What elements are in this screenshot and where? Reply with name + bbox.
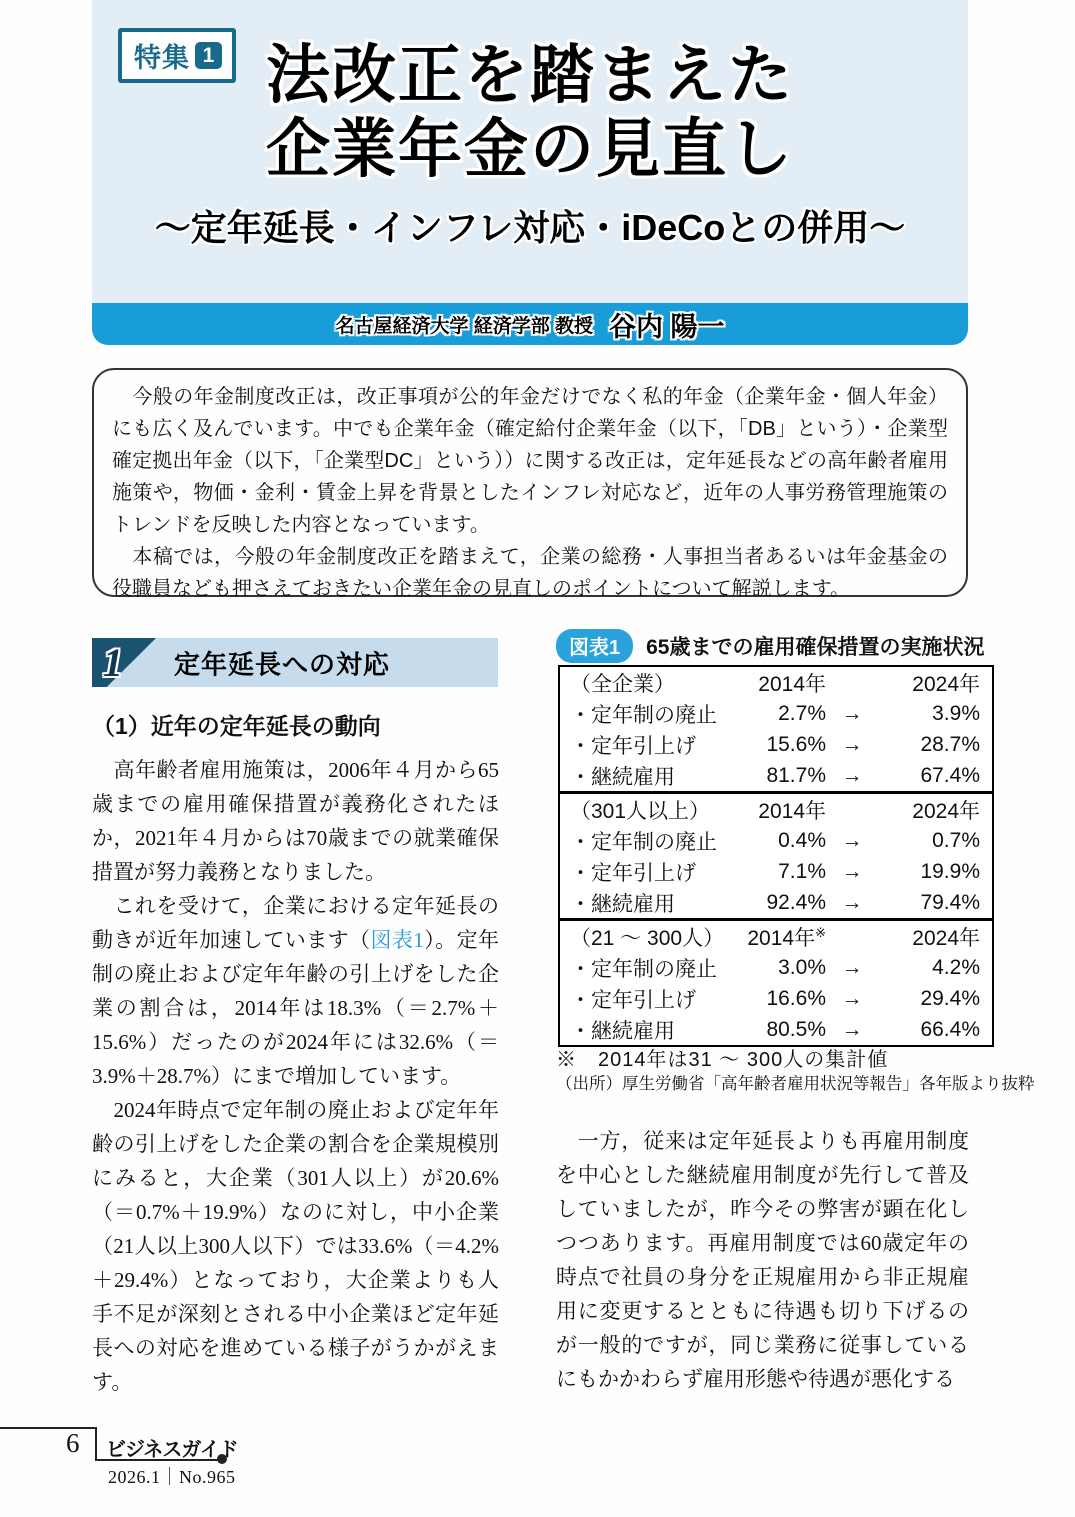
section-number: 1 [103,640,123,685]
author-bar [92,303,968,345]
arrow-icon: → [841,890,863,914]
lead-box [92,368,968,600]
footer-rule-top [0,1427,97,1429]
body-paragraph-1: 高年齢者雇用施策は，2006年４月から65歳までの雇用確保措置が義務化されたほか，2021年４月からは70歳までの就業確保措置が努力義務となりました。 [92,758,499,884]
article-title-line1: 法改正を踏まえた [266,39,794,111]
table-row: ・定年制の廃止 3.0% → 4.2% [559,952,993,983]
footnote-mark: ※ [815,924,826,940]
table-source: （出所）厚生労働省「高年齢者雇用状況等報告」各年版より抜粋 [556,1074,1035,1093]
author-affiliation: 名古屋経済大学 経済学部 教授 [335,315,594,337]
figure-1-reference: 図表1 [370,928,424,952]
year-2014-header: 2014年 [758,672,826,696]
arrow-icon: → [841,1017,863,1041]
year-2024-header: 2024年 [878,793,993,826]
body-column-left [92,753,499,1399]
body-paragraph-2-after: ）。定年制の廃止および定年年齢の引上げをした企業の割合は，2014年は18.3%（＝2.7%＋15.6%）だったのが2024年には32.6%（＝3.9%＋28.7%）にまで増加しています。 [92,928,500,1088]
magazine-logo: ビジネスガイド [106,1439,238,1461]
group-label: （全企業） [570,672,675,696]
article-title-line2: 企業年金の見直し [266,113,794,185]
subsection-1-heading: （1）近年の定年延長の動向 [92,713,381,739]
arrow-icon: → [841,828,863,852]
author-name: 谷内 陽一 [609,311,725,342]
feature-badge-number: 1 [195,42,222,69]
issue-info: 2026.1｜No.965 [108,1467,236,1487]
body-paragraph-3: 2024年時点で定年制の廃止および定年年齢の引上げをした企業の割合を企業規模別にみると，大企業（301人以上）が20.6%（＝0.7%＋19.9%）なのに対し，中小企業（21人以上300人以下）では33.6%（＝4.2%＋29.4%）となっており，大企業よりも人手不足が深刻とされる中小企業ほど定年延長への対応を進めている様子がうかがえます。 [92,1098,499,1394]
year-2014-header: 2014年 [746,793,826,826]
arrow-icon: → [841,986,863,1010]
section-number-shape [92,638,156,687]
table-footnote: ※ 2014年は31 〜 300人の集計値 [556,1049,889,1071]
body-paragraph-4: 一方，従来は定年延長よりも再雇用制度を中心とした継続雇用制度が先行して普及していましたが，昨今その弊害が顕在化しつつあります。再雇用制度では60歳定年の時点で社員の身分を正規雇用から非正規雇用に変更するとともに待遇も切り下げるのが一般的ですが，同じ業務に従事しているにもかかわらず雇用形態や待遇が悪化する [556,1129,969,1391]
figure-1-caption [556,629,984,663]
group-label: （21 〜 300人） [559,920,746,953]
table-row: ・継続雇用 92.4% → 79.4% [559,887,993,920]
section-heading-text: 定年延長への対応 [174,649,391,679]
table-row: ・継続雇用 80.5% → 66.4% [559,1014,993,1046]
arrow-icon: → [841,859,863,883]
lead-paragraph-1: 今般の年金制度改正は，改正事項が公的年金だけでなく私的年金（企業年金・個人年金）にも広く及んでいます。中でも企業年金（確定給付企業年金（以下，「DB」という）・企業型確定拠出年金（以下，「企業型DC」という））に関する改正は，定年延長などの高年齢者雇用施策や，物価・金利・賃金上昇を背景としたインフレ対応など，近年の人事労務管理施策のトレンドを反映した内容となっています。 [112,386,948,536]
table-group-header [559,666,993,698]
table-row: ・定年引上げ 16.6% → 29.4% [559,983,993,1014]
arrow-icon: → [841,701,863,725]
group-label: （301人以上） [559,793,746,826]
arrow-icon: → [841,732,863,756]
table-row: ・定年引上げ 15.6% → 28.7% [559,729,993,760]
lead-paragraph-2: 本稿では，今般の年金制度改正を踏まえて，企業の総務・人事担当者あるいは年金基金の役職員なども押さえておきたい企業年金の見直しのポイントについて解説します。 [112,546,948,600]
table-group-header [559,920,993,953]
feature-badge-label: 特集 [134,43,190,73]
arrow-icon: → [841,955,863,979]
article-header [92,0,968,303]
employment-measures-table [558,665,994,1047]
body-column-right [556,1124,969,1396]
year-2024-header: 2024年 [878,920,993,953]
figure-1-title: 65歳までの雇用確保措置の実施状況 [646,636,985,659]
section-1-heading [92,638,498,687]
table-row: ・定年制の廃止 2.7% → 3.9% [559,698,993,729]
footer-rule-vertical [95,1427,97,1461]
body-paragraph-2-before: これを受けて，企業における定年延長の動きが近年加速しています（ [92,894,499,952]
year-2024-header: 2024年 [912,672,980,696]
table-row: ・定年制の廃止 0.4% → 0.7% [559,825,993,856]
article-subtitle: 〜定年延長・インフレ対応・iDeCoとの併用〜 [154,207,906,248]
body-paragraph-2 [92,889,499,1093]
table-group-header [559,793,993,826]
table-row: ・定年引上げ 7.1% → 19.9% [559,856,993,887]
table-row: ・継続雇用 81.7% → 67.4% [559,760,993,793]
article-title [92,38,968,186]
page-number: 6 [66,1428,80,1458]
figure-1-badge: 図表1 [556,629,633,663]
year-2014-header: 2014年※ [746,920,826,953]
arrow-icon: → [841,763,863,787]
